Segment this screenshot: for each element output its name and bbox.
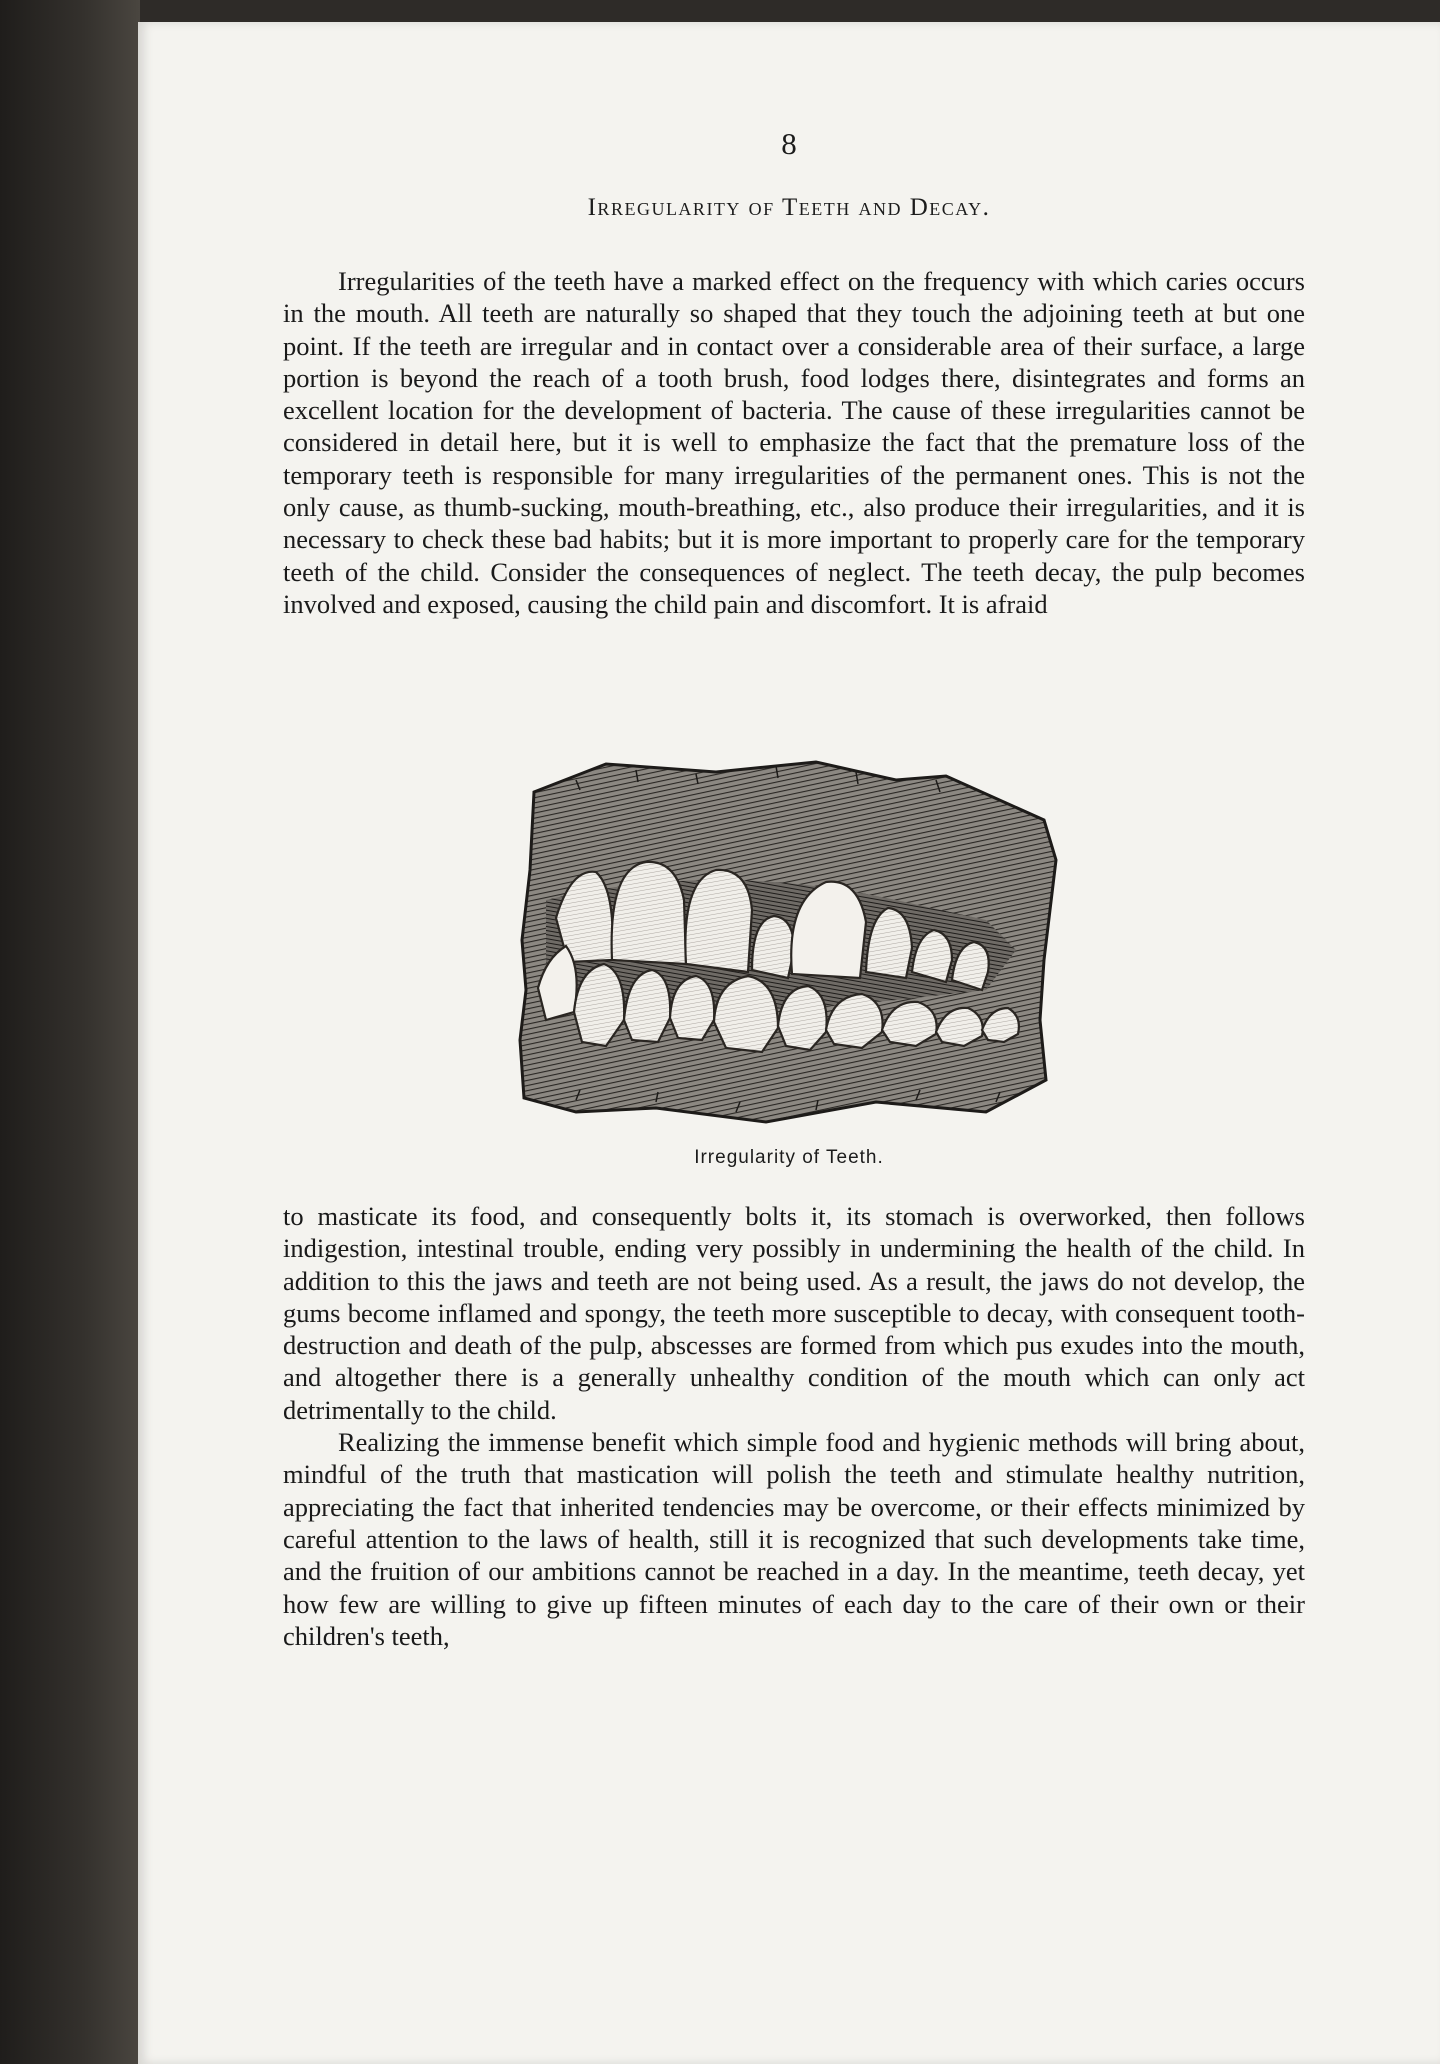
book-page (138, 22, 1440, 2064)
figure-caption: Irregularity of Teeth. (694, 1147, 884, 1168)
scan-top-edge (140, 0, 1440, 22)
paragraph-text: to masticate its food, and consequently bolts it, its stomach is overworked, then follows indigestion, intestinal trouble, ending very possibly in undermining the health of the child. In addition to this the jaws and teeth are not being used. As a result, the jaws do not develop, the gums become inflamed and spongy, the teeth more susceptible to decay, with consequent tooth-destruction and death of the pulp, abscesses are formed from which pus exudes into the mouth, and altogether there is a generally unhealthy condition of the mouth which can only act detrimentally to the child. (283, 1201, 1305, 1425)
scan-background (0, 0, 140, 2064)
teeth-illustration (516, 750, 1076, 1142)
paragraph-continuation (283, 1200, 1305, 1652)
paragraph-text: Irregularities of the teeth have a marked effect on the frequency with which caries occurs in the mouth. All teeth are naturally so shaped that they touch the adjoining teeth at but one point. If the teeth are irregular and in contact over a considerable area of their surface, a large portion is beyond the reach of a tooth brush, food lodges there, disintegrates and forms an excellent location for the development of bacteria. The cause of these irregularities cannot be considered in detail here, but it is well to emphasize the fact that the premature loss of the temporary teeth is responsible for many irregularities of the permanent ones. This is not the only cause, as thumb-sucking, mouth-breathing, etc., also produce their irregularities, and it is necessary to check these bad habits; but it is more important to properly care for the temporary teeth of the child. Consider the consequences of neglect. The teeth decay, the pulp becomes involved and exposed, causing the child pain and discomfort. It is afraid (283, 266, 1305, 619)
section-heading: Irregularity of Teeth and Decay. (587, 194, 991, 221)
page-number: 8 (781, 126, 797, 161)
paragraph-irregularities (283, 265, 1305, 620)
paragraph-text: Realizing the immense benefit which simple food and hygienic methods will bring about, mindful of the truth that mastication will polish the teeth and stimulate healthy nutrition, appreciating the fact that inherited tendencies may be overcome, or their effects minimized by careful attention to the laws of health, still it is recognized that such developments take time, and the fruition of our ambitions cannot be reached in a day. In the meantime, teeth decay, yet how few are willing to give up fifteen minutes of each day to the care of their own or their children's teeth, (283, 1427, 1305, 1651)
